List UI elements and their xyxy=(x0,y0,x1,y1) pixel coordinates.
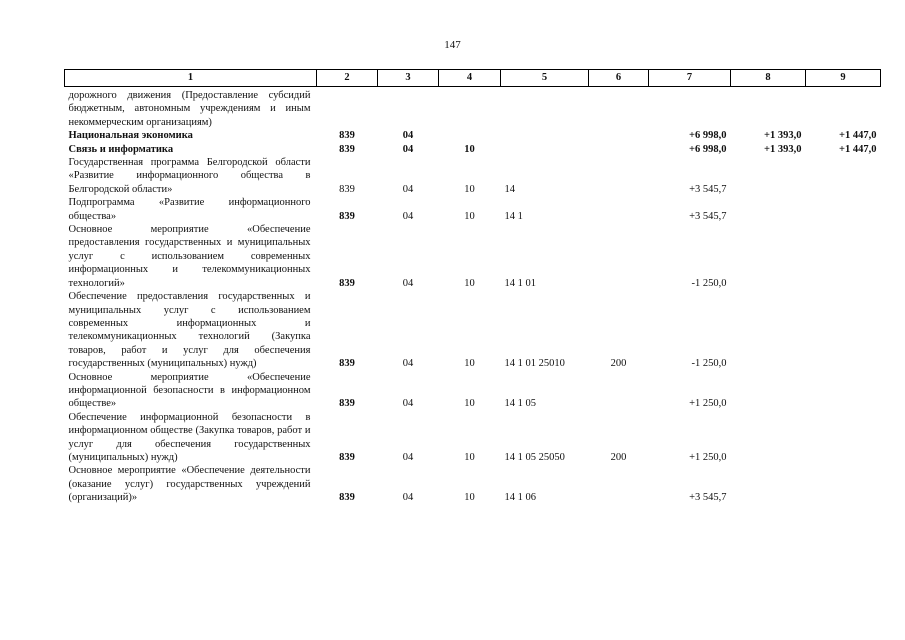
row-description: Связь и информатика xyxy=(68,143,174,155)
cell-col2: 839 xyxy=(339,398,355,410)
cell-col3: 04 xyxy=(402,210,414,222)
cell-col5: 14 1 01 25010 xyxy=(504,358,565,370)
row-description: Обеспечение предоставления государственных и муниципальных услуг с использованием современных информационных и телекоммуникационных технологий (Закупка товаров, работ и услуг для обеспечения государственных (муниципальных) нужд) xyxy=(68,291,311,370)
cell-col9 xyxy=(806,371,881,411)
cell-col3: 04 xyxy=(402,398,414,410)
column-header-7: 7 xyxy=(649,70,731,87)
table-row xyxy=(65,87,881,130)
cell-col2: 839 xyxy=(339,358,355,370)
cell-col9: +1 447,0 xyxy=(839,143,877,155)
cell-col6 xyxy=(589,129,649,142)
cell-col4: 10 xyxy=(464,183,475,195)
column-header-8: 8 xyxy=(731,70,806,87)
cell-col9: +1 447,0 xyxy=(839,130,877,142)
cell-col2: 839 xyxy=(339,451,355,463)
cell-col8 xyxy=(731,464,806,504)
cell-col2: 839 xyxy=(339,130,355,142)
cell-col7: +1 250,0 xyxy=(689,451,727,463)
cell-col5: 14 xyxy=(504,183,515,195)
cell-col9 xyxy=(806,87,881,130)
column-header-2: 2 xyxy=(317,70,378,87)
table-row xyxy=(65,371,881,411)
cell-col3: 04 xyxy=(402,358,414,370)
cell-col4 xyxy=(439,87,501,130)
cell-col7: -1 250,0 xyxy=(691,358,727,370)
cell-col7: +6 998,0 xyxy=(689,143,727,155)
cell-col6: 200 xyxy=(610,451,627,463)
cell-col6 xyxy=(589,143,649,156)
column-header-1: 1 xyxy=(65,70,317,87)
cell-col9 xyxy=(806,196,881,223)
cell-col5: 14 1 05 25050 xyxy=(504,451,565,463)
cell-col4: 10 xyxy=(464,358,475,370)
cell-col2 xyxy=(317,87,378,130)
cell-col5: 14 1 05 xyxy=(504,398,536,410)
cell-col3: 04 xyxy=(402,492,414,504)
table-row xyxy=(65,196,881,223)
row-description: Основное мероприятие «Обеспечение предоставления государственных и муниципальных услуг с использованием современных информационных и телекоммуникационных технологий» xyxy=(68,224,311,289)
cell-col7: +3 545,7 xyxy=(689,210,727,222)
cell-col8: +1 393,0 xyxy=(764,143,802,155)
row-description: Основное мероприятие «Обеспечение деятельности (оказание услуг) государственных учреждений (организаций)» xyxy=(68,465,311,504)
page-number: 147 xyxy=(444,39,461,51)
table-row xyxy=(65,223,881,290)
cell-col8 xyxy=(731,196,806,223)
column-header-5: 5 xyxy=(501,70,589,87)
row-description: Государственная программа Белгородской области «Развитие информационного общества в Белгородской области» xyxy=(68,157,311,195)
cell-col7: +6 998,0 xyxy=(689,130,727,142)
cell-col8: +1 393,0 xyxy=(764,130,802,142)
cell-col5: 14 1 06 xyxy=(504,492,536,504)
cell-col3 xyxy=(378,87,439,130)
cell-col4: 10 xyxy=(464,210,475,222)
table-row xyxy=(65,156,881,196)
cell-col4: 10 xyxy=(464,492,475,504)
cell-col2: 839 xyxy=(339,143,355,155)
cell-col9 xyxy=(806,290,881,370)
cell-col5 xyxy=(501,143,589,156)
table-row xyxy=(65,411,881,465)
cell-col3: 04 xyxy=(402,451,414,463)
cell-col2: 839 xyxy=(339,210,355,222)
row-description: Основное мероприятие «Обеспечение информационной безопасности в информационном обществе» xyxy=(68,371,311,410)
cell-col5: 14 1 xyxy=(504,210,523,222)
cell-col5: 14 1 01 xyxy=(504,277,536,289)
table-row xyxy=(65,143,881,156)
cell-col6 xyxy=(589,371,649,411)
table-row xyxy=(65,129,881,142)
table-row xyxy=(65,464,881,504)
cell-col6 xyxy=(589,156,649,196)
column-header-9: 9 xyxy=(806,70,881,87)
cell-col6 xyxy=(589,196,649,223)
cell-col9 xyxy=(806,464,881,504)
cell-col6 xyxy=(589,87,649,130)
cell-col8 xyxy=(731,411,806,465)
cell-col8 xyxy=(731,371,806,411)
row-description: Подпрограмма «Развитие информационного общества» xyxy=(68,197,311,222)
cell-col4 xyxy=(439,129,501,142)
column-header-4: 4 xyxy=(439,70,501,87)
cell-col6 xyxy=(589,223,649,290)
cell-col9 xyxy=(806,411,881,465)
cell-col5 xyxy=(501,129,589,142)
cell-col8 xyxy=(731,87,806,130)
cell-col5 xyxy=(501,87,589,130)
cell-col7: -1 250,0 xyxy=(691,277,727,289)
cell-col3: 04 xyxy=(402,143,414,155)
cell-col2: 839 xyxy=(339,277,355,289)
table-row xyxy=(65,290,881,370)
row-description: Национальная экономика xyxy=(68,130,193,142)
cell-col2: 839 xyxy=(339,492,355,504)
cell-col3: 04 xyxy=(402,130,414,142)
row-description: дорожного движения (Предоставление субсидий бюджетным, автономным учреждениям и иным некоммерческим организациям) xyxy=(68,90,311,128)
cell-col8 xyxy=(731,223,806,290)
cell-col8 xyxy=(731,156,806,196)
cell-col6: 200 xyxy=(610,358,627,370)
cell-col3: 04 xyxy=(402,183,414,195)
cell-col6 xyxy=(589,464,649,504)
cell-col7: +1 250,0 xyxy=(689,398,727,410)
cell-col7 xyxy=(649,87,731,130)
cell-col2: 839 xyxy=(339,183,355,195)
cell-col3: 04 xyxy=(402,277,414,289)
table-header-row xyxy=(65,70,881,87)
row-description: Обеспечение информационной безопасности в информационном обществе (Закупка товаров, работ и услуг для обеспечения государственных (муниципальных) нужд) xyxy=(68,411,311,463)
cell-col4: 10 xyxy=(464,277,475,289)
cell-col4: 10 xyxy=(464,451,475,463)
cell-col7: +3 545,7 xyxy=(689,492,727,504)
column-header-3: 3 xyxy=(378,70,439,87)
cell-col4: 10 xyxy=(464,143,475,155)
cell-col9 xyxy=(806,223,881,290)
column-header-6: 6 xyxy=(589,70,649,87)
budget-table xyxy=(64,69,881,505)
cell-col8 xyxy=(731,290,806,370)
cell-col4: 10 xyxy=(464,398,475,410)
cell-col9 xyxy=(806,156,881,196)
cell-col7: +3 545,7 xyxy=(689,183,727,195)
